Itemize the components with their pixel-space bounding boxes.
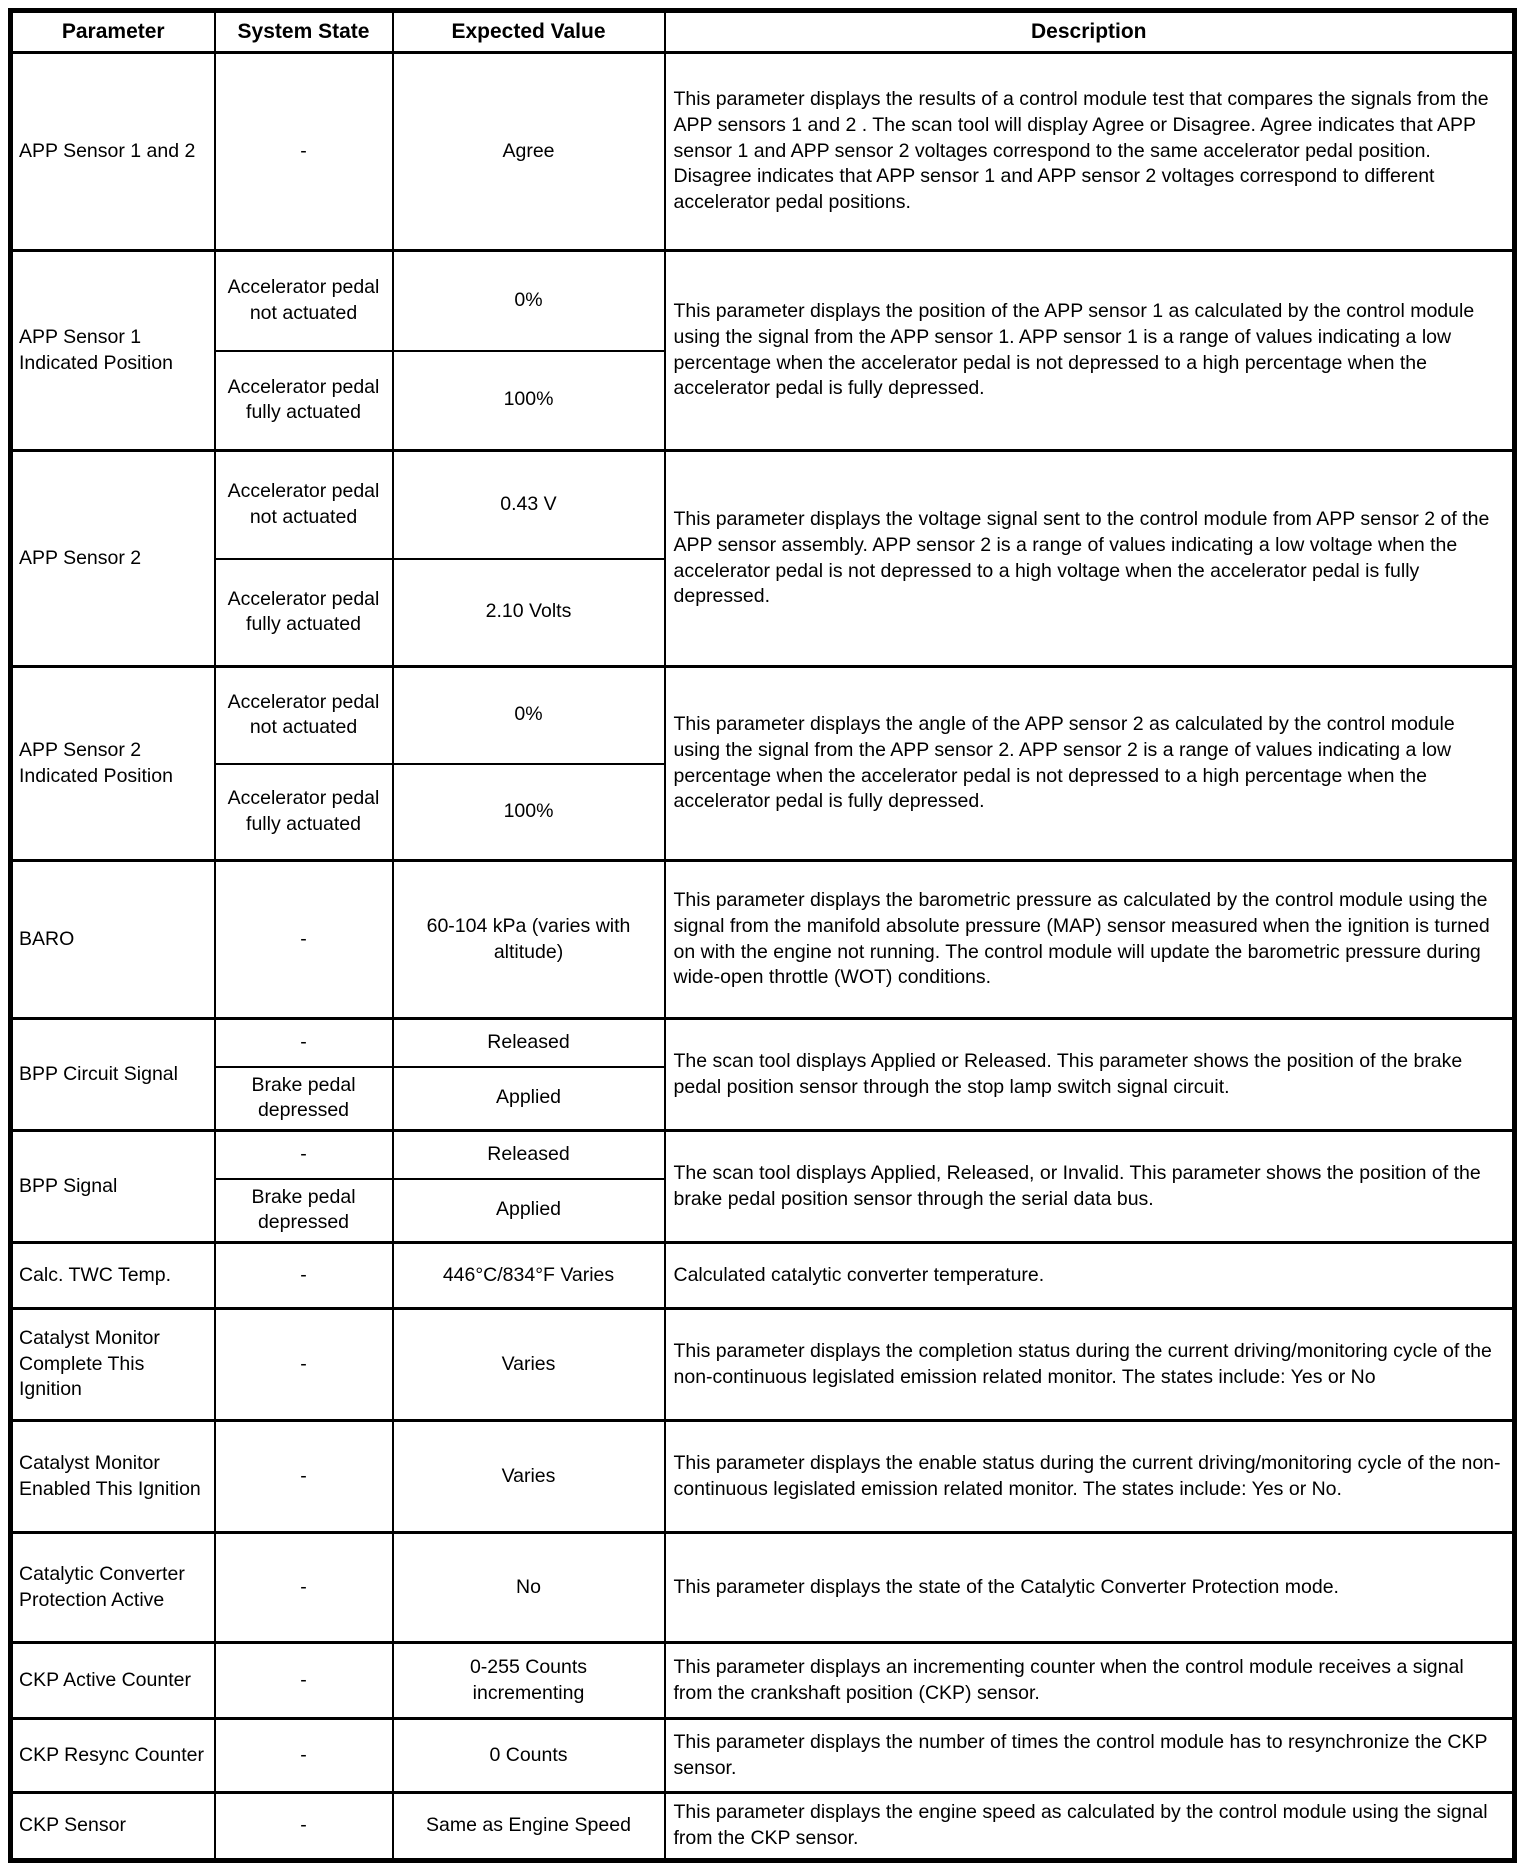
- parameter-cell: APP Sensor 2: [11, 451, 215, 667]
- parameter-cell: BPP Circuit Signal: [11, 1019, 215, 1131]
- expected-value-cell: Same as Engine Speed: [393, 1793, 665, 1861]
- description-cell: This parameter displays the voltage signal sent to the control module from APP sensor 2 of the APP sensor assembly. APP sensor 2 is a range of values indicating a low voltage when the accelerator pedal is not depressed to a high voltage when the accelerator pedal is fully depressed.: [665, 451, 1515, 667]
- system-state-cell: Accelerator pedal fully actuated: [215, 351, 393, 451]
- parameter-cell: Catalyst Monitor Complete This Ignition: [11, 1309, 215, 1421]
- expected-value-cell: 100%: [393, 351, 665, 451]
- description-cell: This parameter displays the results of a control module test that compares the signals from the APP sensors 1 and 2 . The scan tool will display Agree or Disagree. Agree indicates that APP sensor 1 and APP sensor 2 voltages correspond to the same accelerator pedal position. Disagree indicates that APP sensor 1 and APP sensor 2 voltages correspond to different accelerator pedal positions.: [665, 53, 1515, 251]
- parameter-cell: APP Sensor 1 and 2: [11, 53, 215, 251]
- description-cell: This parameter displays the position of the APP sensor 1 as calculated by the control module using the signal from the APP sensor 1. APP sensor 1 is a range of values indicating a low percentage when the accelerator pedal is not depressed to a high percentage when the accelerator pedal is fully depressed.: [665, 251, 1515, 451]
- system-state-cell: -: [215, 1533, 393, 1643]
- table-row: [11, 1793, 1515, 1861]
- table-row: [11, 1243, 1515, 1309]
- parameter-cell: APP Sensor 1 Indicated Position: [11, 251, 215, 451]
- table-body: [11, 53, 1515, 1861]
- parameter-table: [8, 8, 1517, 1863]
- system-state-cell: Accelerator pedal not actuated: [215, 667, 393, 764]
- description-cell: Calculated catalytic converter temperature.: [665, 1243, 1515, 1309]
- table-row: [11, 1719, 1515, 1793]
- parameter-cell: APP Sensor 2 Indicated Position: [11, 667, 215, 861]
- description-cell: This parameter displays the number of times the control module has to resynchronize the CKP sensor.: [665, 1719, 1515, 1793]
- system-state-cell: -: [215, 1243, 393, 1309]
- description-cell: The scan tool displays Applied or Released. This parameter shows the position of the brake pedal position sensor through the stop lamp switch signal circuit.: [665, 1019, 1515, 1131]
- system-state-cell: Accelerator pedal not actuated: [215, 451, 393, 559]
- system-state-cell: Accelerator pedal not actuated: [215, 251, 393, 351]
- parameter-cell: CKP Active Counter: [11, 1643, 215, 1719]
- expected-value-cell: 0%: [393, 667, 665, 764]
- table-row: [11, 1533, 1515, 1643]
- parameter-cell: BARO: [11, 861, 215, 1019]
- system-state-cell: -: [215, 1131, 393, 1179]
- table-row: [11, 53, 1515, 251]
- table-row: [11, 1019, 1515, 1067]
- table-row: [11, 1421, 1515, 1533]
- expected-value-cell: 446°C/834°F Varies: [393, 1243, 665, 1309]
- expected-value-cell: 60-104 kPa (varies with altitude): [393, 861, 665, 1019]
- system-state-cell: Brake pedal depressed: [215, 1067, 393, 1131]
- parameter-cell: Catalyst Monitor Enabled This Ignition: [11, 1421, 215, 1533]
- expected-value-cell: 2.10 Volts: [393, 559, 665, 667]
- system-state-cell: -: [215, 53, 393, 251]
- table-row: [11, 1309, 1515, 1421]
- expected-value-cell: Released: [393, 1019, 665, 1067]
- expected-value-cell: 0%: [393, 251, 665, 351]
- col-header-parameter: Parameter: [11, 11, 215, 53]
- header-row: [11, 11, 1515, 53]
- system-state-cell: -: [215, 1421, 393, 1533]
- expected-value-cell: 0.43 V: [393, 451, 665, 559]
- table-row: [11, 667, 1515, 764]
- system-state-cell: -: [215, 1793, 393, 1861]
- expected-value-cell: 100%: [393, 764, 665, 861]
- parameter-cell: Calc. TWC Temp.: [11, 1243, 215, 1309]
- parameter-cell: Catalytic Converter Protection Active: [11, 1533, 215, 1643]
- system-state-cell: -: [215, 861, 393, 1019]
- system-state-cell: -: [215, 1309, 393, 1421]
- expected-value-cell: Agree: [393, 53, 665, 251]
- description-cell: The scan tool displays Applied, Released, or Invalid. This parameter shows the position of the brake pedal position sensor through the serial data bus.: [665, 1131, 1515, 1243]
- table-row: [11, 1131, 1515, 1179]
- table-header: [11, 11, 1515, 53]
- table-row: [11, 1643, 1515, 1719]
- expected-value-cell: 0-255 Counts incrementing: [393, 1643, 665, 1719]
- table-row: [11, 861, 1515, 1019]
- system-state-cell: -: [215, 1019, 393, 1067]
- expected-value-cell: Applied: [393, 1179, 665, 1243]
- description-cell: This parameter displays an incrementing counter when the control module receives a signal from the crankshaft position (CKP) sensor.: [665, 1643, 1515, 1719]
- col-header-system-state: System State: [215, 11, 393, 53]
- description-cell: This parameter displays the barometric pressure as calculated by the control module using the signal from the manifold absolute pressure (MAP) sensor measured when the ignition is turned on with the engine not running. The control module will update the barometric pressure during wide-open throttle (WOT) conditions.: [665, 861, 1515, 1019]
- col-header-expected-value: Expected Value: [393, 11, 665, 53]
- expected-value-cell: Varies: [393, 1421, 665, 1533]
- parameter-cell: CKP Sensor: [11, 1793, 215, 1861]
- description-cell: This parameter displays the angle of the APP sensor 2 as calculated by the control module using the signal from the APP sensor 2. APP sensor 2 is a range of values indicating a low percentage when the accelerator pedal is not depressed to a high percentage when the accelerator pedal is fully depressed.: [665, 667, 1515, 861]
- system-state-cell: -: [215, 1719, 393, 1793]
- table-row: [11, 451, 1515, 559]
- description-cell: This parameter displays the state of the Catalytic Converter Protection mode.: [665, 1533, 1515, 1643]
- parameter-cell: CKP Resync Counter: [11, 1719, 215, 1793]
- system-state-cell: Accelerator pedal fully actuated: [215, 559, 393, 667]
- table-row: [11, 251, 1515, 351]
- description-cell: This parameter displays the completion status during the current driving/monitoring cycle of the non-continuous legislated emission related monitor. The states include: Yes or No: [665, 1309, 1515, 1421]
- expected-value-cell: Released: [393, 1131, 665, 1179]
- system-state-cell: -: [215, 1643, 393, 1719]
- system-state-cell: Brake pedal depressed: [215, 1179, 393, 1243]
- system-state-cell: Accelerator pedal fully actuated: [215, 764, 393, 861]
- description-cell: This parameter displays the engine speed as calculated by the control module using the signal from the CKP sensor.: [665, 1793, 1515, 1861]
- expected-value-cell: Varies: [393, 1309, 665, 1421]
- description-cell: This parameter displays the enable status during the current driving/monitoring cycle of the non-continuous legislated emission related monitor. The states include: Yes or No.: [665, 1421, 1515, 1533]
- col-header-description: Description: [665, 11, 1515, 53]
- expected-value-cell: Applied: [393, 1067, 665, 1131]
- expected-value-cell: 0 Counts: [393, 1719, 665, 1793]
- expected-value-cell: No: [393, 1533, 665, 1643]
- parameter-cell: BPP Signal: [11, 1131, 215, 1243]
